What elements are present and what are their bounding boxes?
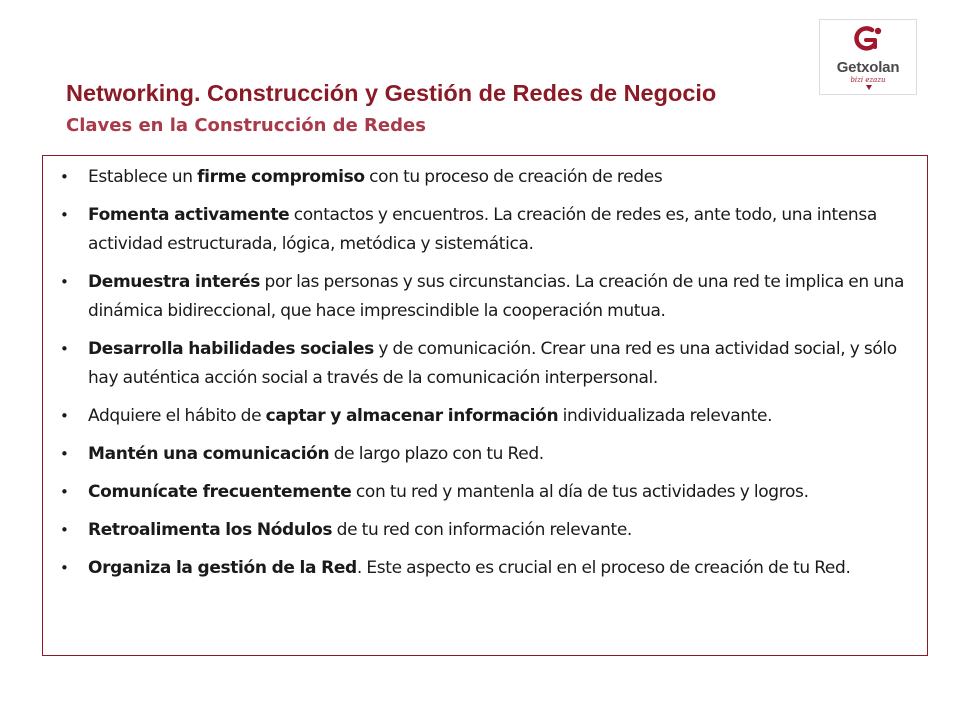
bullet-text: contactos y encuentros. La creación de redes es, ante todo, una intensa actividad estructurada, lógica, metódica y sistemática. [88,205,877,254]
bullet-item [43,440,921,469]
bullet-text: por las personas y sus circunstancias. La creación de una red te implica en una dinámica bidireccional, que hace imprescindible la cooperación mutua. [88,272,905,321]
bullet-item [43,554,921,583]
bullet-text: de largo plazo con tu Red. [329,444,544,464]
bullet-bold-text: Organiza la gestión de la Red [88,558,357,578]
bullet-item [43,478,921,507]
bullet-item [43,163,921,192]
bullet-bold-text: Desarrolla habilidades sociales [88,339,374,359]
bullet-text: individualizada relevante. [558,406,773,426]
bullet-text: con tu red y mantenla al día de tus actividades y logros. [351,482,809,502]
getxolan-logo [819,19,917,95]
bullet-text: y de comunicación. Crear una red es una actividad social, y sólo hay auténtica acción social a través de la comunicación interpersonal. [88,339,897,388]
bullet-bold-text: Comunícate frecuentemente [88,482,352,502]
bullet-text: Establece un [88,167,198,187]
bullet-item [43,201,921,259]
bullet-bold-text: Fomenta activamente [88,205,290,225]
logo-arrow-icon [866,85,872,90]
bullet-text: . Este aspecto es crucial en el proceso de creación de tu Red. [356,558,851,578]
page-subtitle: Claves en la Construcción de Redes [66,115,426,136]
bullet-item [43,402,921,431]
bullet-item [43,516,921,545]
bullet-bold-text: firme compromiso [197,167,365,187]
bullet-bold-text: Mantén una comunicación [88,444,330,464]
bullet-bold-text: captar y almacenar información [265,406,559,426]
logo-wordmark: Getxolan [836,59,900,76]
content-box [42,155,928,656]
bullet-list [43,163,927,583]
bullet-item [43,335,921,393]
page-title: Networking. Construcción y Gestión de Redes de Negocio [66,80,717,106]
bullet-text: Adquiere el hábito de [88,406,266,426]
bullet-text: con tu proceso de creación de redes [364,167,663,187]
getxolan-logo-mark-icon [850,25,886,55]
bullet-item [43,268,921,326]
logo-tagline: bizi ezazu [850,76,886,84]
bullet-bold-text: Retroalimenta los Nódulos [88,520,333,540]
bullet-text: de tu red con información relevante. [332,520,632,540]
bullet-bold-text: Demuestra interés [88,272,261,292]
